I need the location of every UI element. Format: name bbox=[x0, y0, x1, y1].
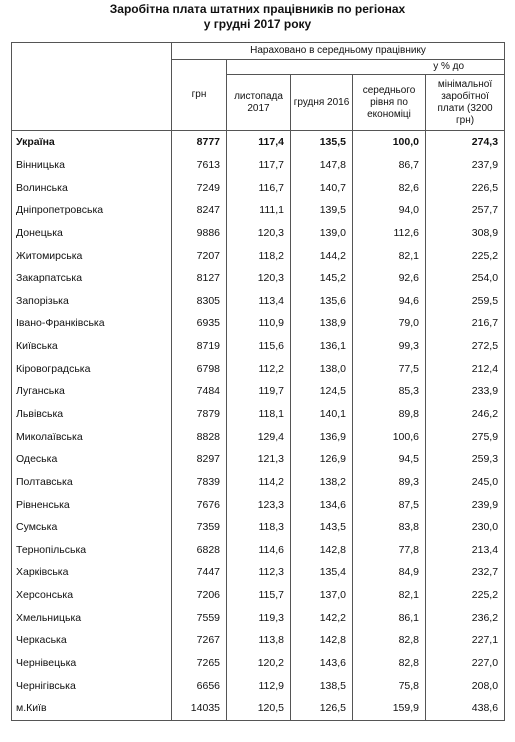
value-cell: 230,0 bbox=[426, 516, 505, 539]
nov2017-header: листопада 2017 bbox=[227, 75, 291, 131]
region-cell: Україна bbox=[12, 131, 172, 154]
value-cell: 121,3 bbox=[227, 448, 291, 471]
value-cell: 213,4 bbox=[426, 539, 505, 562]
value-cell: 135,4 bbox=[291, 561, 353, 584]
value-cell: 212,4 bbox=[426, 357, 505, 380]
value-cell: 100,0 bbox=[353, 131, 426, 154]
value-cell: 92,6 bbox=[353, 267, 426, 290]
value-cell: 143,6 bbox=[291, 652, 353, 675]
value-cell: 254,0 bbox=[426, 267, 505, 290]
value-cell: 7447 bbox=[172, 561, 227, 584]
region-cell: Донецька bbox=[12, 222, 172, 245]
value-cell: 8828 bbox=[172, 425, 227, 448]
value-cell: 8719 bbox=[172, 335, 227, 358]
region-cell: Полтавська bbox=[12, 471, 172, 494]
value-cell: 135,6 bbox=[291, 289, 353, 312]
value-cell: 225,2 bbox=[426, 244, 505, 267]
region-cell: Харківська bbox=[12, 561, 172, 584]
value-cell: 112,9 bbox=[227, 674, 291, 697]
value-cell: 85,3 bbox=[353, 380, 426, 403]
value-cell: 140,1 bbox=[291, 403, 353, 426]
region-cell: Хмельницька bbox=[12, 606, 172, 629]
value-cell: 138,5 bbox=[291, 674, 353, 697]
value-cell: 14035 bbox=[172, 697, 227, 720]
value-cell: 113,4 bbox=[227, 289, 291, 312]
value-cell: 136,9 bbox=[291, 425, 353, 448]
value-cell: 99,3 bbox=[353, 335, 426, 358]
value-cell: 126,9 bbox=[291, 448, 353, 471]
value-cell: 79,0 bbox=[353, 312, 426, 335]
value-cell: 208,0 bbox=[426, 674, 505, 697]
region-cell: Чернігівська bbox=[12, 674, 172, 697]
value-cell: 137,0 bbox=[291, 584, 353, 607]
region-cell: Вінницька bbox=[12, 154, 172, 177]
avg-economy-header: середнього рівня по економіці bbox=[353, 75, 426, 131]
value-cell: 237,9 bbox=[426, 154, 505, 177]
value-cell: 226,5 bbox=[426, 176, 505, 199]
table-row bbox=[12, 561, 505, 584]
value-cell: 77,5 bbox=[353, 357, 426, 380]
value-cell: 7249 bbox=[172, 176, 227, 199]
region-cell: Львівська bbox=[12, 403, 172, 426]
value-cell: 120,3 bbox=[227, 267, 291, 290]
value-cell: 134,6 bbox=[291, 493, 353, 516]
value-cell: 159,9 bbox=[353, 697, 426, 720]
value-cell: 7559 bbox=[172, 606, 227, 629]
region-cell: Сумська bbox=[12, 516, 172, 539]
region-cell: Житомирська bbox=[12, 244, 172, 267]
value-cell: 275,9 bbox=[426, 425, 505, 448]
table-row bbox=[12, 697, 505, 720]
table-row bbox=[12, 154, 505, 177]
value-cell: 8297 bbox=[172, 448, 227, 471]
region-cell: Закарпатська bbox=[12, 267, 172, 290]
value-cell: 110,9 bbox=[227, 312, 291, 335]
value-cell: 89,3 bbox=[353, 471, 426, 494]
region-cell: Чернівецька bbox=[12, 652, 172, 675]
table-row bbox=[12, 606, 505, 629]
value-cell: 94,0 bbox=[353, 199, 426, 222]
table-header bbox=[12, 43, 505, 131]
value-cell: 115,7 bbox=[227, 584, 291, 607]
value-cell: 117,4 bbox=[227, 131, 291, 154]
region-cell: Рівненська bbox=[12, 493, 172, 516]
value-cell: 114,2 bbox=[227, 471, 291, 494]
value-cell: 119,3 bbox=[227, 606, 291, 629]
value-cell: 114,6 bbox=[227, 539, 291, 562]
title-line-2: у грудні 2017 року bbox=[203, 17, 312, 31]
value-cell: 112,3 bbox=[227, 561, 291, 584]
table-row bbox=[12, 267, 505, 290]
value-cell: 111,1 bbox=[227, 199, 291, 222]
table-row-total bbox=[12, 131, 505, 154]
value-cell: 120,3 bbox=[227, 222, 291, 245]
value-cell: 8777 bbox=[172, 131, 227, 154]
value-cell: 7676 bbox=[172, 493, 227, 516]
value-cell: 8127 bbox=[172, 267, 227, 290]
region-cell: м.Київ bbox=[12, 697, 172, 720]
value-cell: 139,5 bbox=[291, 199, 353, 222]
value-cell: 7267 bbox=[172, 629, 227, 652]
value-cell: 7207 bbox=[172, 244, 227, 267]
value-cell: 7613 bbox=[172, 154, 227, 177]
value-cell: 135,5 bbox=[291, 131, 353, 154]
value-cell: 120,5 bbox=[227, 697, 291, 720]
value-cell: 82,8 bbox=[353, 629, 426, 652]
percent-to-header: у % до bbox=[227, 60, 505, 75]
region-cell: Тернопільська bbox=[12, 539, 172, 562]
value-cell: 77,8 bbox=[353, 539, 426, 562]
value-cell: 120,2 bbox=[227, 652, 291, 675]
value-cell: 138,9 bbox=[291, 312, 353, 335]
value-cell: 119,7 bbox=[227, 380, 291, 403]
value-cell: 89,8 bbox=[353, 403, 426, 426]
region-cell: Дніпропетровська bbox=[12, 199, 172, 222]
value-cell: 7359 bbox=[172, 516, 227, 539]
value-cell: 142,2 bbox=[291, 606, 353, 629]
value-cell: 142,8 bbox=[291, 539, 353, 562]
table-row bbox=[12, 584, 505, 607]
value-cell: 84,9 bbox=[353, 561, 426, 584]
wage-table bbox=[11, 42, 505, 721]
region-cell: Кіровоградська bbox=[12, 357, 172, 380]
value-cell: 232,7 bbox=[426, 561, 505, 584]
value-cell: 216,7 bbox=[426, 312, 505, 335]
table-row bbox=[12, 176, 505, 199]
value-cell: 83,8 bbox=[353, 516, 426, 539]
value-cell: 236,2 bbox=[426, 606, 505, 629]
value-cell: 308,9 bbox=[426, 222, 505, 245]
value-cell: 75,8 bbox=[353, 674, 426, 697]
value-cell: 245,0 bbox=[426, 471, 505, 494]
value-cell: 9886 bbox=[172, 222, 227, 245]
value-cell: 140,7 bbox=[291, 176, 353, 199]
region-cell: Черкаська bbox=[12, 629, 172, 652]
region-cell: Івано-Франківська bbox=[12, 312, 172, 335]
value-cell: 115,6 bbox=[227, 335, 291, 358]
value-cell: 143,5 bbox=[291, 516, 353, 539]
table-row bbox=[12, 289, 505, 312]
value-cell: 7206 bbox=[172, 584, 227, 607]
value-cell: 118,2 bbox=[227, 244, 291, 267]
region-cell: Миколаївська bbox=[12, 425, 172, 448]
value-cell: 82,8 bbox=[353, 652, 426, 675]
value-cell: 100,6 bbox=[353, 425, 426, 448]
value-cell: 6828 bbox=[172, 539, 227, 562]
value-cell: 142,8 bbox=[291, 629, 353, 652]
title-line-1: Заробітна плата штатних працівників по регіонах bbox=[109, 2, 406, 16]
value-cell: 118,1 bbox=[227, 403, 291, 426]
value-cell: 144,2 bbox=[291, 244, 353, 267]
value-cell: 138,2 bbox=[291, 471, 353, 494]
table-row bbox=[12, 471, 505, 494]
region-cell: Волинська bbox=[12, 176, 172, 199]
value-cell: 86,7 bbox=[353, 154, 426, 177]
wage-table-wrapper bbox=[11, 42, 504, 721]
value-cell: 6656 bbox=[172, 674, 227, 697]
value-cell: 124,5 bbox=[291, 380, 353, 403]
value-cell: 272,5 bbox=[426, 335, 505, 358]
value-cell: 233,9 bbox=[426, 380, 505, 403]
value-cell: 227,1 bbox=[426, 629, 505, 652]
value-cell: 145,2 bbox=[291, 267, 353, 290]
region-cell: Луганська bbox=[12, 380, 172, 403]
value-cell: 438,6 bbox=[426, 697, 505, 720]
value-cell: 112,2 bbox=[227, 357, 291, 380]
value-cell: 6935 bbox=[172, 312, 227, 335]
value-cell: 259,3 bbox=[426, 448, 505, 471]
table-row bbox=[12, 199, 505, 222]
table-row bbox=[12, 222, 505, 245]
value-cell: 139,0 bbox=[291, 222, 353, 245]
value-cell: 227,0 bbox=[426, 652, 505, 675]
table-row bbox=[12, 539, 505, 562]
value-cell: 225,2 bbox=[426, 584, 505, 607]
table-row bbox=[12, 629, 505, 652]
value-cell: 82,6 bbox=[353, 176, 426, 199]
table-row bbox=[12, 357, 505, 380]
value-cell: 123,3 bbox=[227, 493, 291, 516]
table-title bbox=[0, 0, 515, 32]
table-row bbox=[12, 674, 505, 697]
value-cell: 136,1 bbox=[291, 335, 353, 358]
accrued-header: Нараховано в середньому працівнику bbox=[172, 43, 505, 60]
table-row bbox=[12, 516, 505, 539]
table-row bbox=[12, 425, 505, 448]
value-cell: 86,1 bbox=[353, 606, 426, 629]
table-row bbox=[12, 335, 505, 358]
value-cell: 94,5 bbox=[353, 448, 426, 471]
value-cell: 7484 bbox=[172, 380, 227, 403]
table-row bbox=[12, 652, 505, 675]
table-row bbox=[12, 380, 505, 403]
value-cell: 7265 bbox=[172, 652, 227, 675]
table-row bbox=[12, 312, 505, 335]
value-cell: 129,4 bbox=[227, 425, 291, 448]
dec2016-header: грудня 2016 bbox=[291, 75, 353, 131]
region-cell: Київська bbox=[12, 335, 172, 358]
value-cell: 94,6 bbox=[353, 289, 426, 312]
value-cell: 117,7 bbox=[227, 154, 291, 177]
table-row bbox=[12, 403, 505, 426]
min-wage-header: мінімальної заробітної плати (3200 грн) bbox=[426, 75, 505, 131]
table-row bbox=[12, 448, 505, 471]
value-cell: 239,9 bbox=[426, 493, 505, 516]
value-cell: 116,7 bbox=[227, 176, 291, 199]
value-cell: 8305 bbox=[172, 289, 227, 312]
value-cell: 118,3 bbox=[227, 516, 291, 539]
value-cell: 138,0 bbox=[291, 357, 353, 380]
value-cell: 82,1 bbox=[353, 244, 426, 267]
value-cell: 126,5 bbox=[291, 697, 353, 720]
value-cell: 6798 bbox=[172, 357, 227, 380]
region-header bbox=[12, 43, 172, 131]
value-cell: 7839 bbox=[172, 471, 227, 494]
value-cell: 246,2 bbox=[426, 403, 505, 426]
table-body bbox=[12, 131, 505, 721]
value-cell: 82,1 bbox=[353, 584, 426, 607]
value-cell: 257,7 bbox=[426, 199, 505, 222]
region-cell: Запорізька bbox=[12, 289, 172, 312]
uah-header: грн bbox=[172, 60, 227, 131]
table-row bbox=[12, 493, 505, 516]
value-cell: 274,3 bbox=[426, 131, 505, 154]
value-cell: 8247 bbox=[172, 199, 227, 222]
value-cell: 7879 bbox=[172, 403, 227, 426]
value-cell: 147,8 bbox=[291, 154, 353, 177]
value-cell: 112,6 bbox=[353, 222, 426, 245]
value-cell: 259,5 bbox=[426, 289, 505, 312]
region-cell: Херсонська bbox=[12, 584, 172, 607]
value-cell: 113,8 bbox=[227, 629, 291, 652]
value-cell: 87,5 bbox=[353, 493, 426, 516]
table-row bbox=[12, 244, 505, 267]
region-cell: Одеська bbox=[12, 448, 172, 471]
